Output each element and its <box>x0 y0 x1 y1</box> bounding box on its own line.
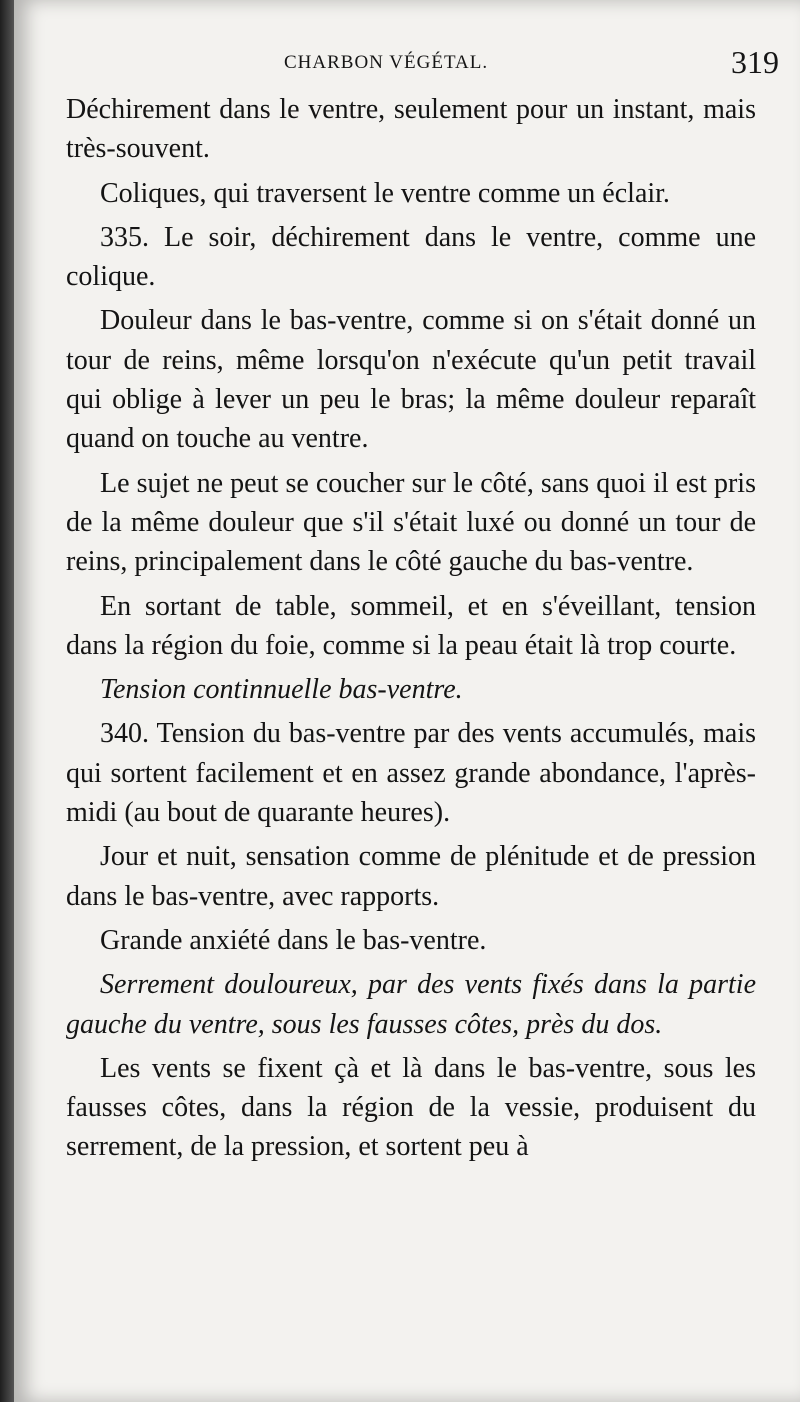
paragraph-2: Coliques, qui traversent le ventre comme un éclair. <box>100 177 670 209</box>
paragraph-12: Les vents se fixent çà et là dans le bas-ventre, sous les fausses côtes, dans la région de la vessie, produisent du serrement, de la pression, et sortent peu à <box>66 1052 756 1163</box>
paragraph-6: En sortant de table, sommeil, et en s'éveillant, tension dans la région du foie, comme si la peau était là trop courte. <box>66 590 756 661</box>
paragraph-9: Jour et nuit, sensation comme de plénitude et de pression dans le bas-ventre, avec rapports. <box>66 841 756 912</box>
paragraph-10: Grande anxiété dans le bas-ventre. <box>100 924 487 956</box>
page-header <box>74 44 779 84</box>
book-page <box>14 0 800 1402</box>
paragraph-1: Déchirement dans le ventre, seulement pour un instant, mais très-souvent. <box>66 94 756 165</box>
running-title: CHARBON VÉGÉTAL. <box>284 52 489 73</box>
paragraph-11: Serrement douloureux, par des vents fixés dans la partie gauche du ventre, sous les fausses côtes, près du dos. <box>66 969 756 1040</box>
paragraph-8: 340. Tension du bas-ventre par des vents accumulés, mais qui sortent facilement et en assez grande abondance, l'après-midi (au bout de quarante heures). <box>66 718 756 829</box>
page-number: 319 <box>731 44 779 80</box>
paragraph-4: Douleur dans le bas-ventre, comme si on s'était donné un tour de reins, même lorsqu'on n'exécute qu'un petit travail qui oblige à lever un peu le bras; la même douleur reparaît quand on touche au ventre. <box>66 305 756 455</box>
paragraph-5: Le sujet ne peut se coucher sur le côté, sans quoi il est pris de la même douleur que s'il s'était luxé ou donné un tour de reins, principalement dans le côté gauche du bas-ventre. <box>66 467 756 578</box>
body-text <box>66 90 756 1172</box>
paragraph-3: 335. Le soir, déchirement dans le ventre, comme une colique. <box>66 221 756 293</box>
book-gutter-shadow <box>0 0 14 1402</box>
paragraph-7: Tension continnuelle bas-ventre. <box>100 674 463 706</box>
